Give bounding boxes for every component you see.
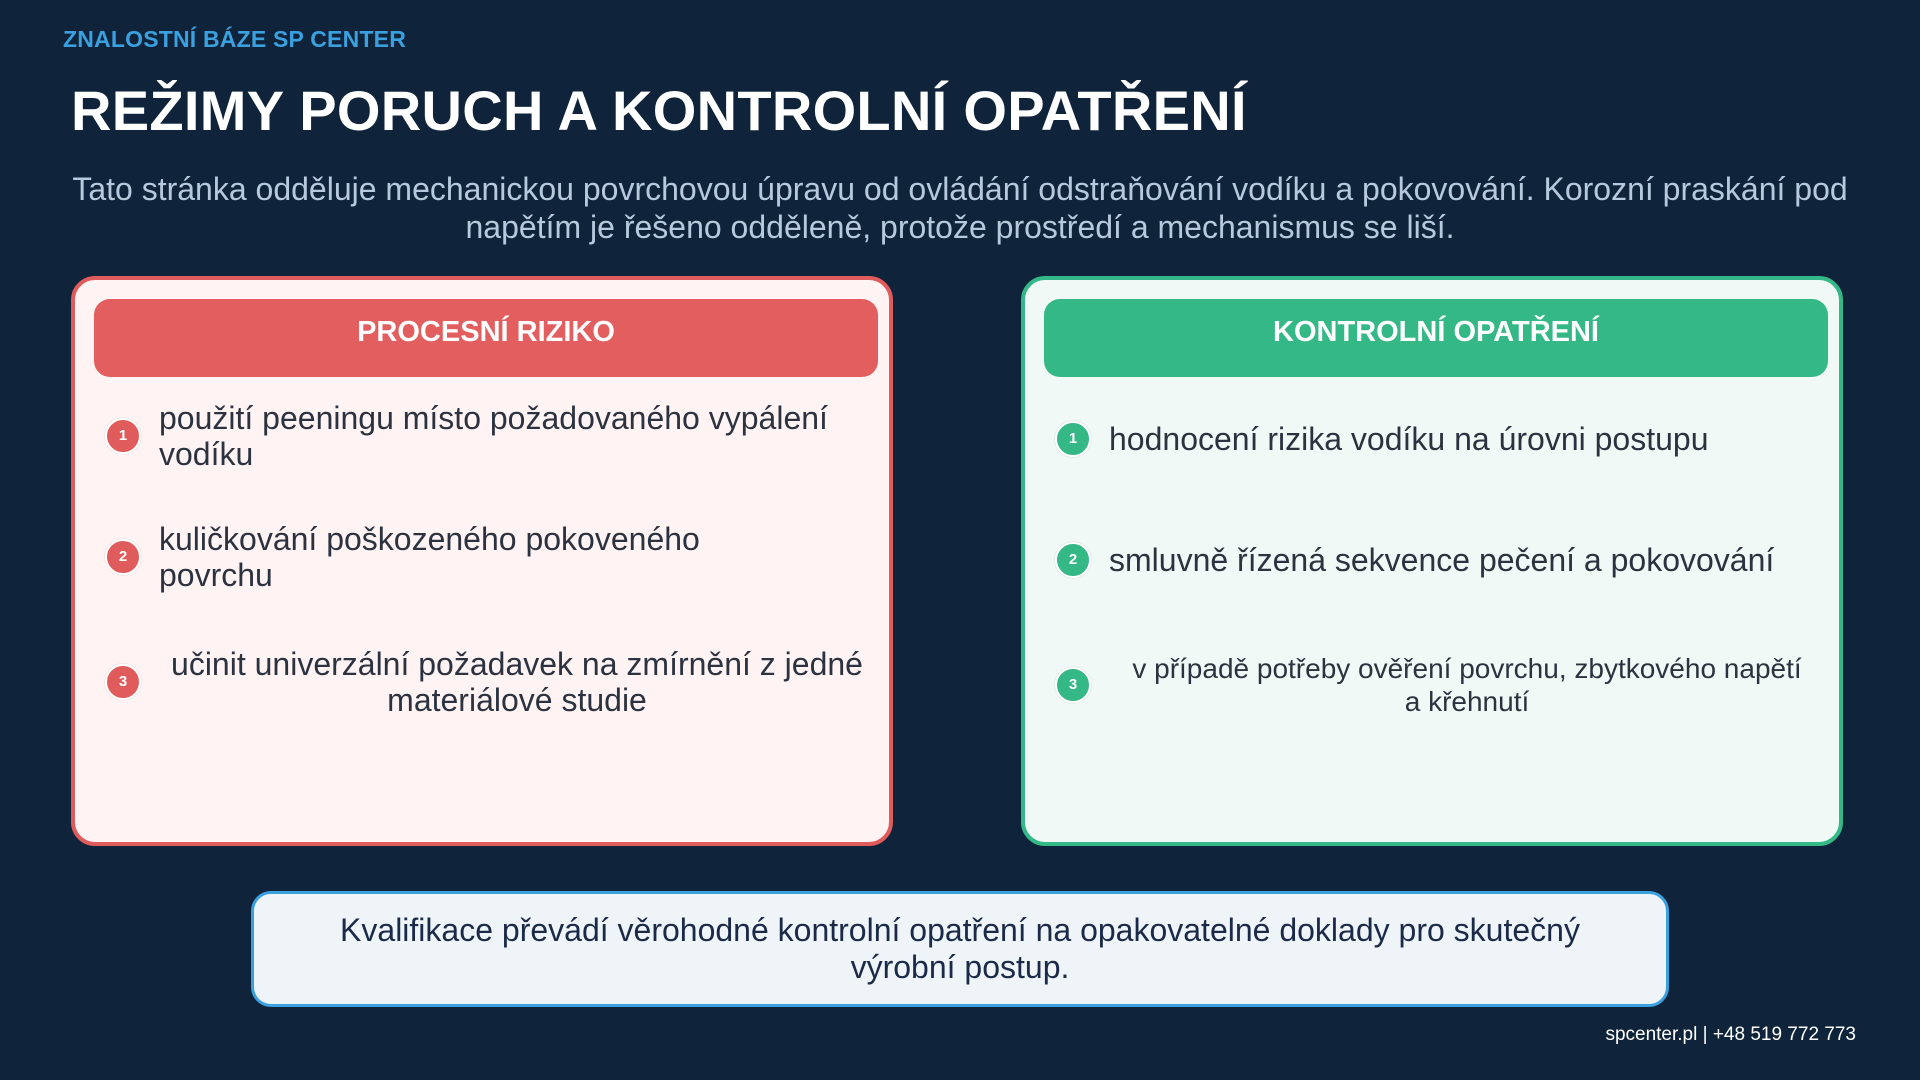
contact-info: spcenter.pl | +48 519 772 773 <box>1605 1024 1856 1045</box>
risk-item-line: učinit univerzální požadavek na zmírnění z jedné <box>171 646 863 682</box>
page-title: REŽIMY PORUCH A KONTROLNÍ OPATŘENÍ <box>71 79 1247 142</box>
subtitle-line: napětím je řešeno odděleně, protože prostředí a mechanismus se liší. <box>465 209 1455 245</box>
risk-item-line: povrchu <box>159 557 273 593</box>
process-risk-heading: PROCESNÍ RIZIKO <box>94 299 878 377</box>
number-badge: 1 <box>1055 421 1091 457</box>
risk-item-1 <box>105 400 875 472</box>
subtitle-line: Tato stránka odděluje mechanickou povrchovou úpravu od ovládání odstraňování vodíku a pokovování. Korozní praskání pod <box>72 171 1848 207</box>
control-measures-card <box>1021 276 1843 846</box>
control-item-1 <box>1055 421 1825 457</box>
control-item-3 <box>1055 652 1825 718</box>
process-risk-card <box>71 276 893 846</box>
qualification-note-text <box>280 912 1640 986</box>
control-item-2 <box>1055 542 1825 578</box>
number-badge: 1 <box>105 418 141 454</box>
control-item-line: v případě potřeby ověření povrchu, zbytkového napětí <box>1132 653 1802 684</box>
control-item-text <box>1109 652 1825 718</box>
note-line: Kvalifikace převádí věrohodné kontrolní opatření na opakovatelné doklady pro skutečný <box>340 912 1580 948</box>
note-line: výrobní postup. <box>850 949 1070 985</box>
risk-item-line: použití peeningu místo požadovaného vypálení <box>159 400 828 436</box>
risk-item-line: kuličkování poškozeného pokoveného <box>159 521 700 557</box>
risk-item-text <box>159 521 700 593</box>
risk-item-text <box>159 400 828 472</box>
control-item-text: hodnocení rizika vodíku na úrovni postupu <box>1109 421 1709 457</box>
risk-item-2 <box>105 521 875 593</box>
brand-label: ZNALOSTNÍ BÁZE SP CENTER <box>63 26 407 52</box>
number-badge: 3 <box>1055 667 1091 703</box>
qualification-note <box>251 891 1669 1007</box>
risk-item-line: materiálové studie <box>387 682 647 718</box>
number-badge: 2 <box>1055 542 1091 578</box>
control-item-line: a křehnutí <box>1404 686 1530 717</box>
number-badge: 2 <box>105 539 141 575</box>
number-badge: 3 <box>105 664 141 700</box>
control-measures-heading: KONTROLNÍ OPATŘENÍ <box>1044 299 1828 377</box>
risk-item-3 <box>105 646 875 718</box>
page-subtitle <box>0 170 1920 246</box>
control-item-text: smluvně řízená sekvence pečení a pokovování <box>1109 542 1775 578</box>
risk-item-text <box>159 646 875 718</box>
risk-item-line: vodíku <box>159 436 254 472</box>
